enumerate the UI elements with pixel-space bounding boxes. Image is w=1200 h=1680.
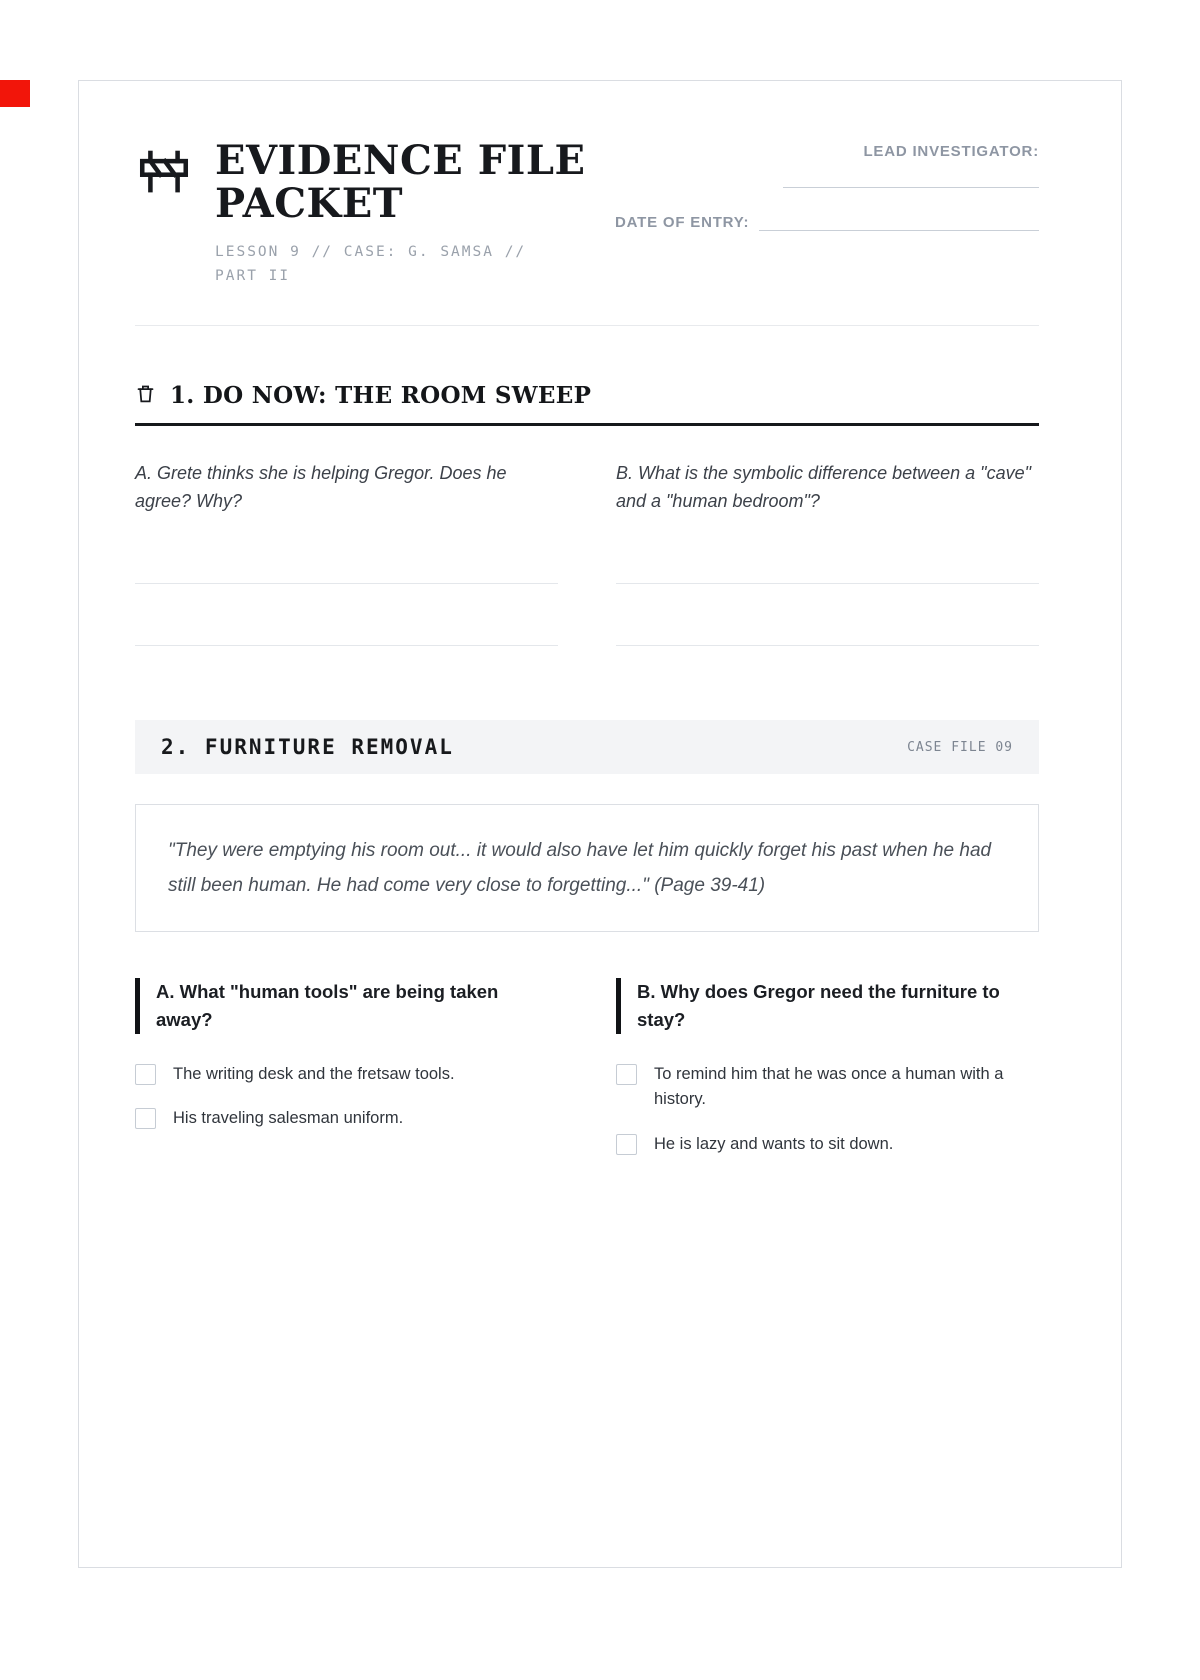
question-b-text: B. What is the symbolic difference between a "cave" and a "human bedroom"? (616, 463, 1031, 512)
answer-line[interactable] (616, 522, 1039, 584)
furniture-questions (135, 978, 1039, 1157)
header-titles (215, 139, 585, 289)
date-of-entry-field (615, 214, 1039, 231)
answer-line[interactable] (135, 584, 558, 646)
option-row (616, 1132, 1039, 1158)
question-b-block (616, 460, 1039, 646)
option-label: His traveling salesman uniform. (173, 1109, 404, 1128)
header-fields (615, 139, 1039, 289)
header-left (135, 139, 585, 289)
title-line-1: EVIDENCE FILE (215, 137, 586, 184)
question-a-answer-area (135, 522, 558, 646)
checkbox[interactable] (616, 1134, 637, 1155)
do-now-questions (135, 460, 1039, 646)
worksheet-card (78, 80, 1122, 1568)
option-row (135, 1106, 558, 1132)
option-label: He is lazy and wants to sit down. (654, 1134, 894, 1153)
lead-investigator-input-line[interactable] (783, 186, 1039, 188)
question-a-text: A. Grete thinks she is helping Gregor. Does he agree? Why? (135, 463, 507, 512)
section-do-now (135, 382, 1039, 646)
question-b-heading: B. Why does Gregor need the furniture to stay? (616, 978, 1039, 1034)
title-line-2: PACKET (215, 180, 404, 228)
question-b-options (616, 1062, 1039, 1158)
lesson-subtitle: LESSON 9 // CASE: G. SAMSA // PART II (215, 244, 527, 285)
option-row (616, 1062, 1039, 1113)
barrier-icon (135, 143, 193, 289)
section-2-banner (135, 720, 1039, 774)
page-title (215, 137, 586, 228)
trash-icon (135, 383, 156, 409)
checkbox[interactable] (616, 1064, 637, 1085)
option-label: The writing desk and the fretsaw tools. (173, 1064, 455, 1083)
case-file-label: CASE FILE 09 (907, 739, 1013, 755)
date-of-entry-input-line[interactable] (759, 229, 1039, 231)
section-1-title: 1. DO NOW: THE ROOM SWEEP (170, 382, 592, 410)
answer-line[interactable] (616, 584, 1039, 646)
checkbox[interactable] (135, 1064, 156, 1085)
section-furniture-removal (135, 720, 1039, 1157)
lead-investigator-field (615, 143, 1039, 188)
question-b-column (616, 978, 1039, 1157)
lead-investigator-label: LEAD INVESTIGATOR: (863, 143, 1039, 160)
date-of-entry-label: DATE OF ENTRY: (615, 214, 750, 231)
header (135, 139, 1039, 289)
corner-marker (0, 80, 30, 107)
section-1-heading-row (135, 382, 1039, 426)
evidence-quote-text: "They were emptying his room out... it would also have let him quickly forget his past when he had still been human. He had come very close to forgetting..." (Page 39-41) (168, 840, 992, 897)
question-a-block (135, 460, 558, 646)
evidence-quote-box (135, 804, 1039, 932)
section-2-title: 2. FURNITURE REMOVAL (161, 735, 454, 759)
option-row (135, 1062, 558, 1088)
question-b-answer-area (616, 522, 1039, 646)
option-label: To remind him that he was once a human with a history. (654, 1064, 1004, 1109)
question-a-options (135, 1062, 558, 1132)
answer-line[interactable] (135, 522, 558, 584)
checkbox[interactable] (135, 1108, 156, 1129)
question-a-heading: A. What "human tools" are being taken away? (135, 978, 558, 1034)
header-divider (135, 325, 1039, 326)
question-a-column (135, 978, 558, 1157)
